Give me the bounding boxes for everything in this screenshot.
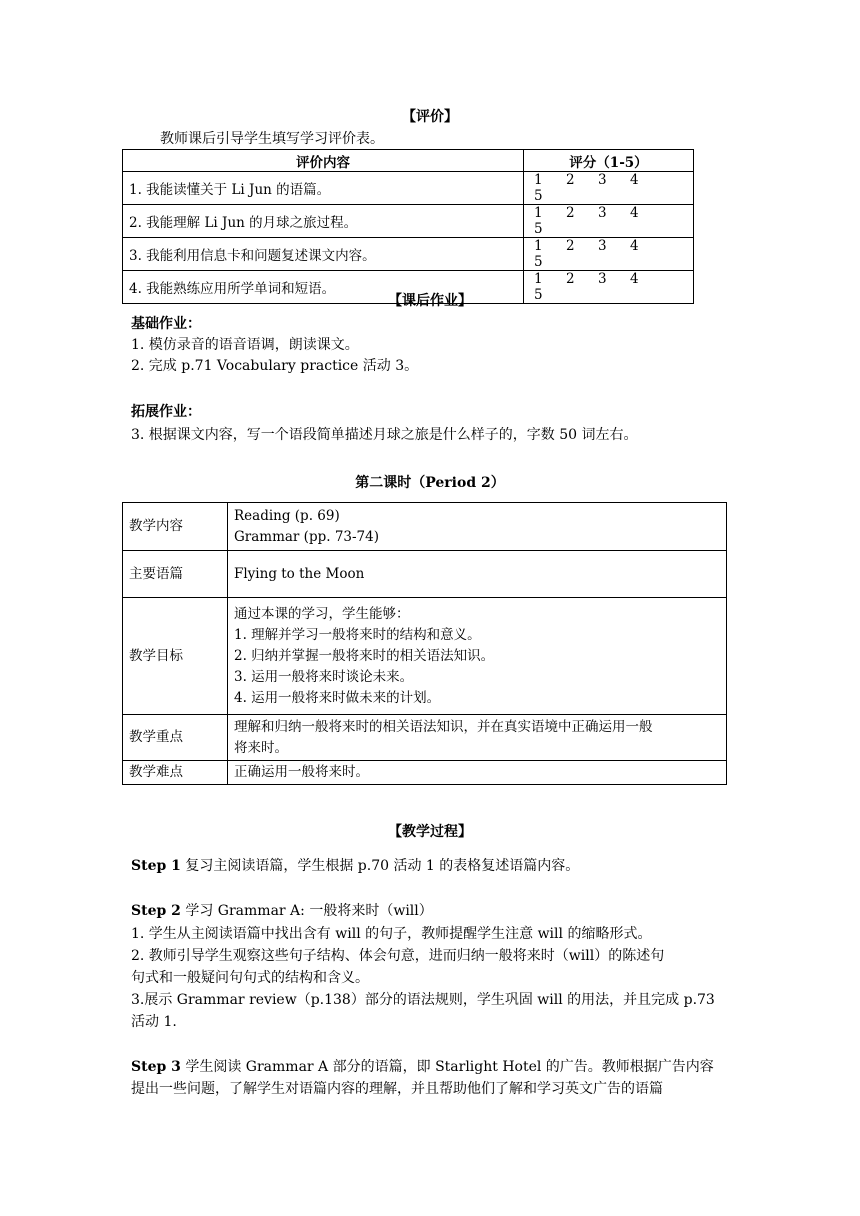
value-line: 将来时。 — [234, 739, 288, 756]
step3-line: 提出一些问题，了解学生对语篇内容的理解，并且帮助他们了解和学习英文广告的语篇 — [131, 1081, 663, 1097]
score: 4 — [630, 271, 639, 287]
row-value — [228, 551, 727, 598]
step3-label: Step 3 — [131, 1059, 181, 1075]
step2-line: 1. 学生从主阅读语篇中找出含有 will 的句子，教师提醒学生注意 will 的缩略形式。 — [131, 926, 652, 942]
row-value — [228, 715, 727, 761]
step2-line: 3.展示 Grammar review（p.138）部分的语法规则，学生巩固 will 的用法，并且完成 p.73 — [131, 992, 715, 1008]
table-header-row — [123, 150, 694, 172]
score: 5 — [534, 254, 543, 270]
value-line: 理解和归纳一般将来时的相关语法知识，并在真实语境中正确运用一般 — [234, 718, 653, 735]
step2-text: 学习 Grammar A: 一般将来时（will） — [185, 903, 433, 919]
step3-text: 学生阅读 Grammar A 部分的语篇，即 Starlight Hotel 的广告。教师根据广告内容 — [185, 1059, 714, 1075]
score: 3 — [598, 238, 607, 254]
score: 2 — [566, 205, 575, 221]
row-value — [228, 503, 727, 551]
row-scores — [524, 172, 694, 205]
score: 5 — [534, 221, 543, 237]
score: 2 — [566, 238, 575, 254]
table-row — [123, 172, 694, 205]
header-score: 评分（1-5） — [524, 150, 694, 172]
score: 5 — [534, 287, 543, 303]
value-line: Flying to the Moon — [234, 565, 365, 582]
row-label: 教学难点 — [123, 761, 228, 785]
score: 1 — [534, 172, 543, 188]
step2-line: 活动 1. — [131, 1014, 177, 1030]
table-row — [123, 205, 694, 238]
score: 4 — [630, 205, 639, 221]
value-line: Grammar (pp. 73-74) — [234, 528, 379, 545]
step2-label: Step 2 — [131, 903, 181, 919]
table-row — [123, 551, 727, 598]
evaluation-intro: 教师课后引导学生填写学习评价表。 — [160, 131, 384, 147]
table-row — [123, 761, 727, 785]
homework-heading: 【课后作业】 — [388, 293, 472, 309]
value-line: 正确运用一般将来时。 — [234, 764, 369, 780]
row-scores — [524, 238, 694, 271]
score: 5 — [534, 188, 543, 204]
value-line: 3. 运用一般将来时谈论未来。 — [234, 668, 414, 685]
score: 4 — [630, 238, 639, 254]
row-content: 3. 我能利用信息卡和问题复述课文内容。 — [123, 238, 524, 271]
step2 — [131, 901, 731, 922]
evaluation-heading: 【评价】 — [402, 109, 458, 125]
value-line: 1. 理解并学习一般将来时的结构和意义。 — [234, 626, 481, 643]
value-line: 2. 归纳并掌握一般将来时的相关语法知识。 — [234, 647, 495, 664]
row-label: 教学内容 — [123, 503, 228, 551]
value-line: 4. 运用一般将来时做未来的计划。 — [234, 689, 441, 706]
step1 — [131, 856, 731, 877]
score: 3 — [598, 205, 607, 221]
basic-homework-item: 2. 完成 p.71 Vocabulary practice 活动 3。 — [131, 358, 419, 374]
table-row — [123, 503, 727, 551]
row-value — [228, 598, 727, 715]
extended-homework-item: 3. 根据课文内容，写一个语段简单描述月球之旅是什么样子的，字数 50 词左右。 — [131, 427, 638, 443]
header-content: 评价内容 — [123, 150, 524, 172]
row-label: 教学重点 — [123, 715, 228, 761]
basic-homework-item: 1. 模仿录音的语音语调，朗读课文。 — [131, 337, 359, 353]
score: 1 — [534, 205, 543, 221]
score: 2 — [566, 271, 575, 287]
step3 — [131, 1057, 731, 1078]
step2-line: 2. 教师引导学生观察这些句子结构、体会句意，进而归纳一般将来时（will）的陈述句 — [131, 948, 665, 964]
value-line: Reading (p. 69) — [234, 507, 340, 524]
table-row — [123, 715, 727, 761]
score: 4 — [630, 172, 639, 188]
score: 3 — [598, 271, 607, 287]
step1-label: Step 1 — [131, 858, 181, 874]
row-label: 主要语篇 — [123, 551, 228, 598]
period2-heading: 第二课时（Period 2） — [355, 475, 505, 491]
row-content: 2. 我能理解 Li Jun 的月球之旅过程。 — [123, 205, 524, 238]
table-row — [123, 238, 694, 271]
score: 1 — [534, 271, 543, 287]
score: 3 — [598, 172, 607, 188]
row-scores — [524, 205, 694, 238]
row-content: 4. 我能熟练应用所学单词和短语。 — [123, 271, 524, 304]
score: 1 — [534, 238, 543, 254]
row-label: 教学目标 — [123, 598, 228, 715]
evaluation-table — [122, 149, 694, 304]
row-value — [228, 761, 727, 785]
value-line: 通过本课的学习，学生能够： — [234, 605, 410, 622]
basic-homework-title: 基础作业： — [131, 316, 201, 332]
row-content: 1. 我能读懂关于 Li Jun 的语篇。 — [123, 172, 524, 205]
step1-text: 复习主阅读语篇，学生根据 p.70 活动 1 的表格复述语篇内容。 — [185, 858, 580, 874]
score: 2 — [566, 172, 575, 188]
extended-homework-title: 拓展作业： — [131, 404, 201, 420]
table-row — [123, 598, 727, 715]
period2-table — [122, 502, 727, 785]
process-heading: 【教学过程】 — [388, 824, 472, 840]
step2-line: 句式和一般疑问句句式的结构和含义。 — [131, 970, 369, 986]
